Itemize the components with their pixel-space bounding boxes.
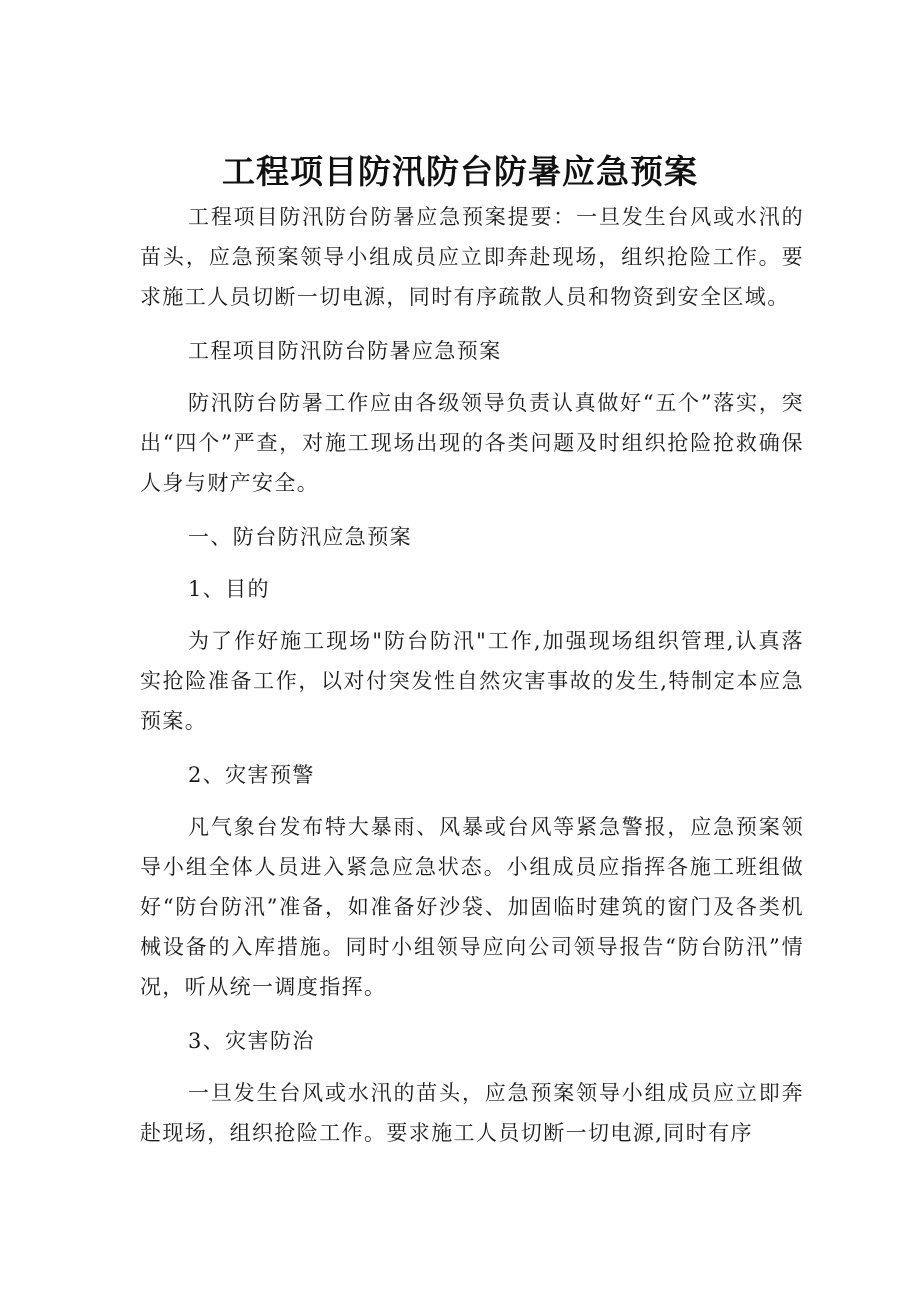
subsection-heading-warning: 2、灾害预警 [188, 763, 315, 787]
paragraph-summary: 工程项目防汛防台防暑应急预案提要：一旦发生台风或水汛的苗头，应急预案领导小组成员应立即奔赴现场，组织抢险工作。要求施工人员切断一切电源，同时有序疏散人员和物资到安全区域。 [140, 205, 804, 309]
subsection-heading-purpose: 1、目的 [188, 577, 270, 601]
document-title: 工程项目防汛防台防暑应急预案 [222, 152, 698, 192]
subsection-heading-prevention: 3、灾害防治 [188, 1029, 315, 1053]
paragraph-purpose: 为了作好施工现场"防台防汛"工作,加强现场组织管理,认真落实抢险准备工作，以对付突发性自然灾害事故的发生,特制定本应急预案。 [140, 629, 804, 733]
paragraph-prevention: 一旦发生台风或水汛的苗头，应急预案领导小组成员应立即奔赴现场，组织抢险工作。要求施工人员切断一切电源,同时有序 [140, 1081, 804, 1145]
document-body [140, 197, 804, 1167]
paragraph-subtitle: 工程项目防汛防台防暑应急预案 [188, 339, 502, 363]
section-heading-1: 一、防台防汛应急预案 [188, 525, 412, 549]
paragraph-warning: 凡气象台发布特大暴雨、风暴或台风等紧急警报，应急预案领导小组全体人员进入紧急应急状态。小组成员应指挥各施工班组做好“防台防汛”准备，如准备好沙袋、加固临时建筑的窗门及各类机械设备的入库措施。同时小组领导应向公司领导报告“防台防汛”情况，听从统一调度指挥。 [140, 815, 804, 999]
paragraph-responsibility: 防汛防台防暑工作应由各级领导负责认真做好“五个”落实，突出“四个”严查，对施工现场出现的各类问题及时组织抢险抢救确保人身与财产安全。 [140, 391, 804, 495]
